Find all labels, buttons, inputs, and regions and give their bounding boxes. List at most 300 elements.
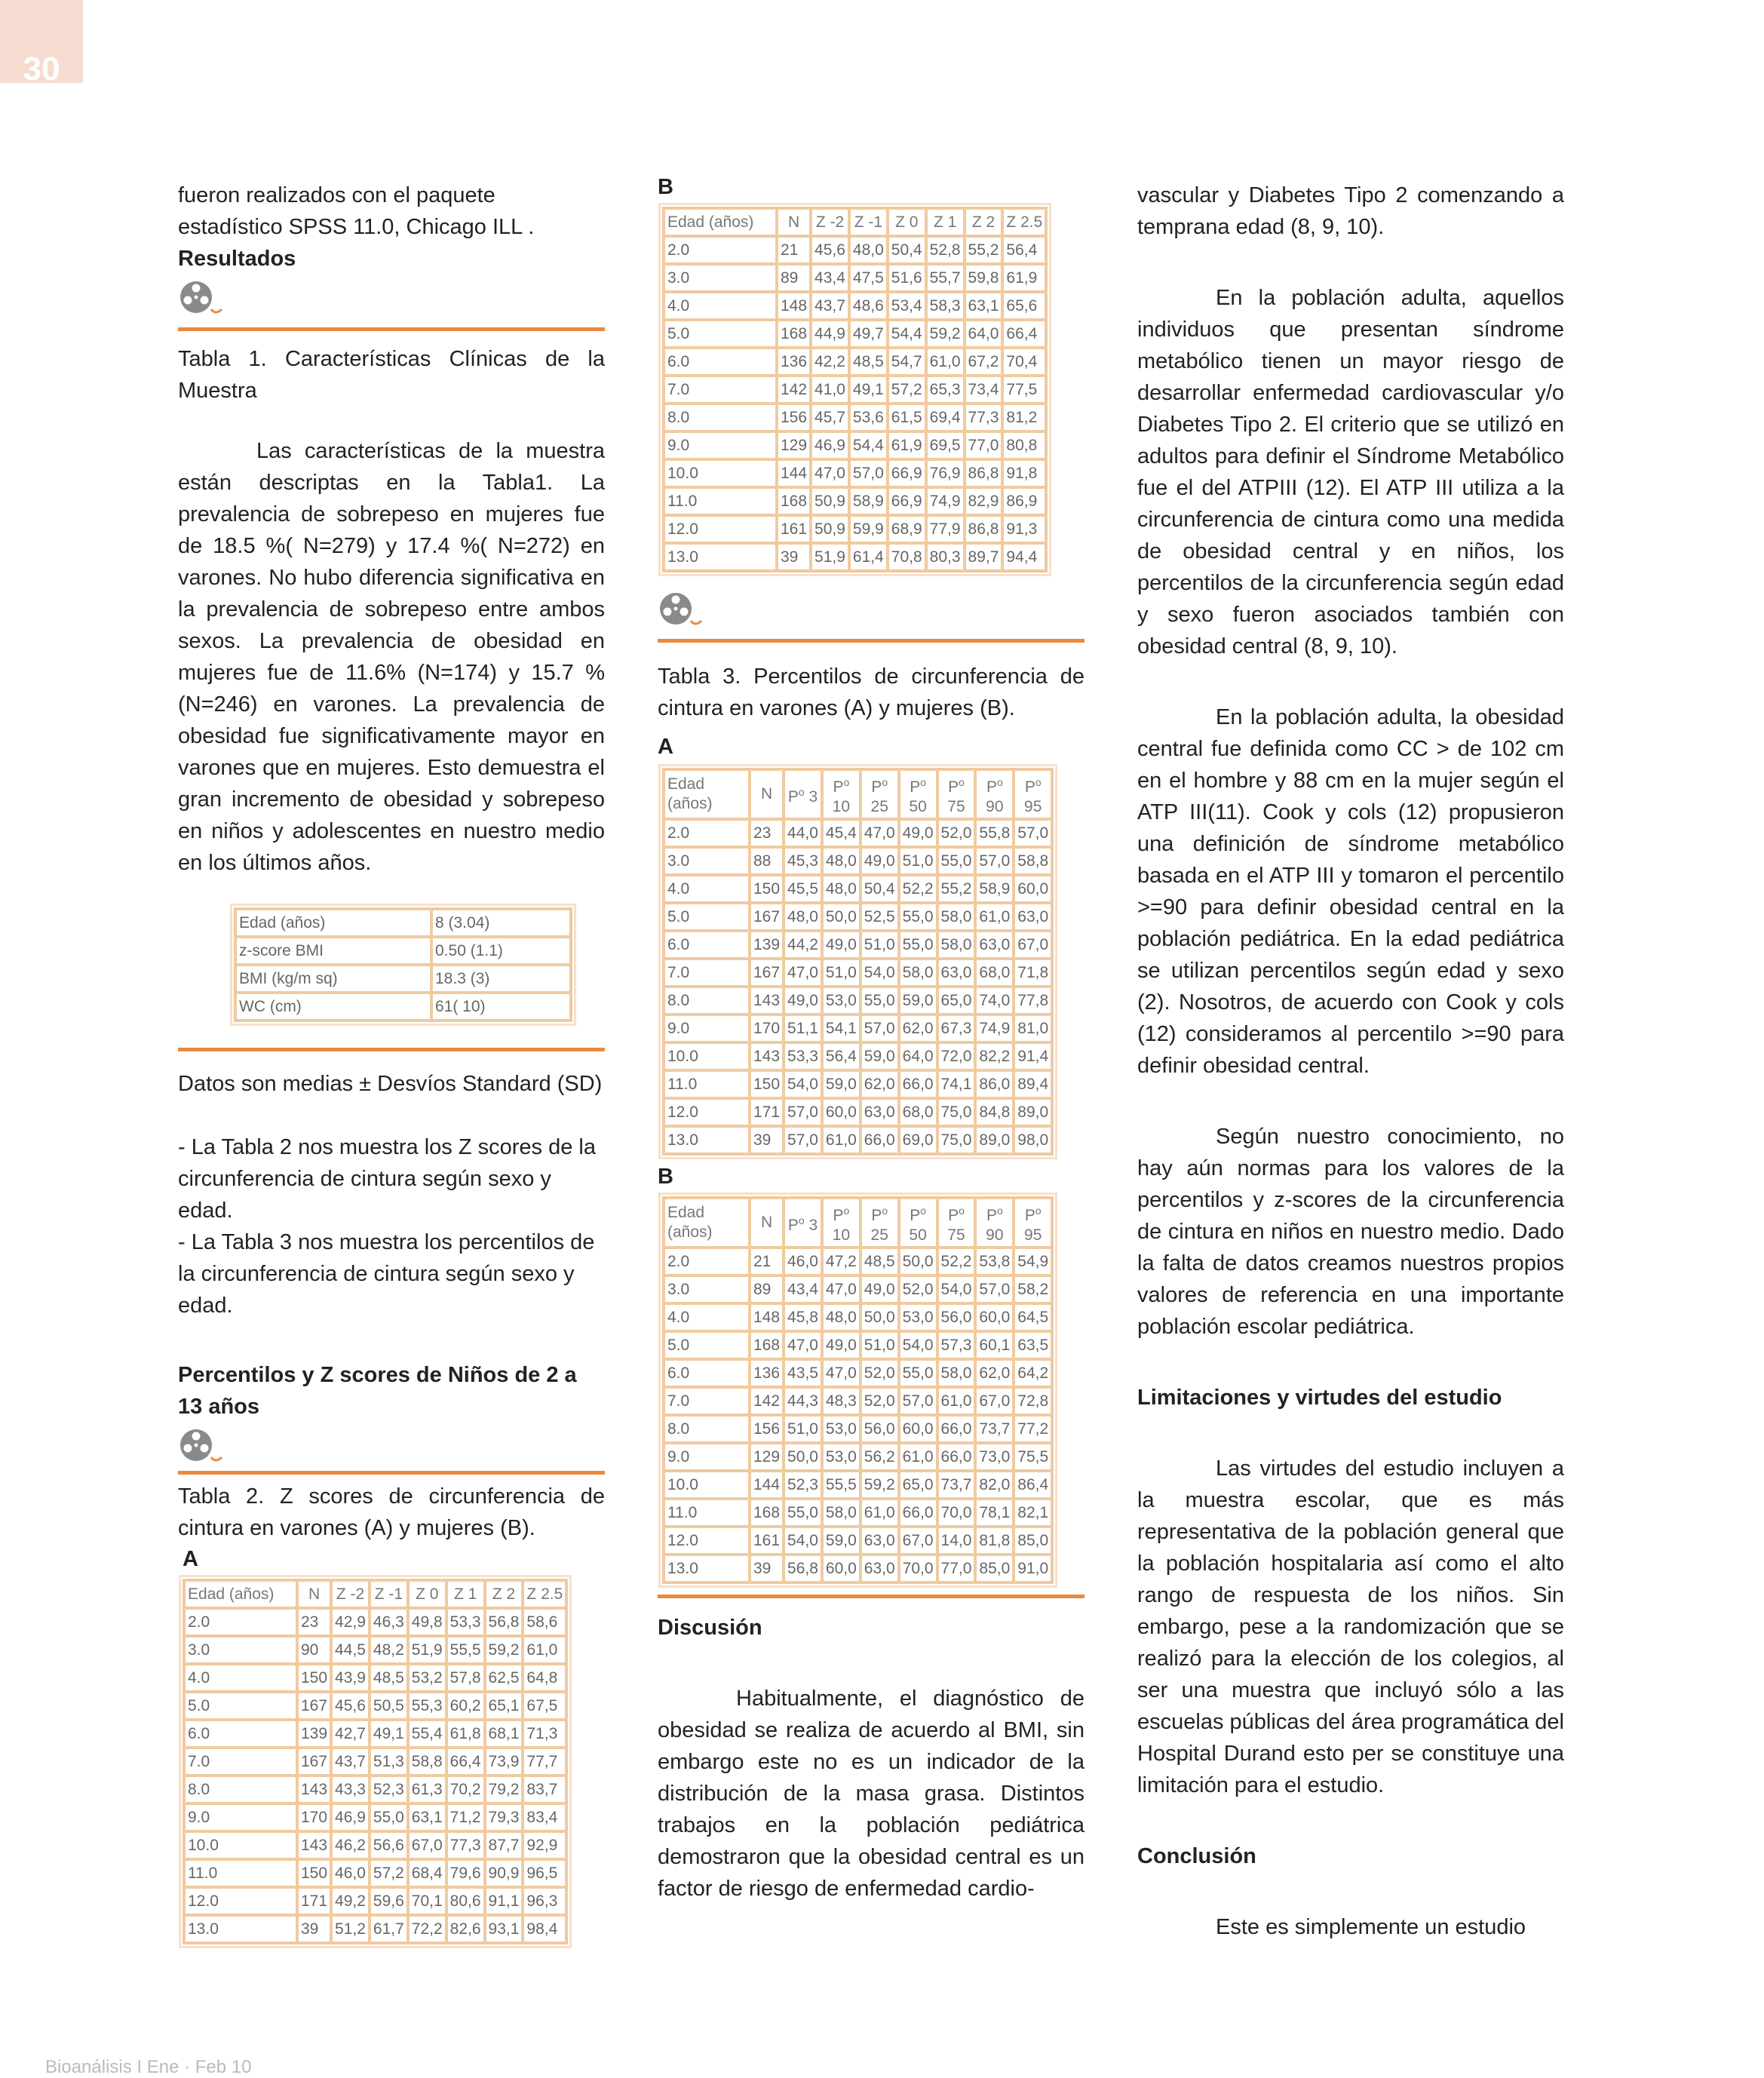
- table-cell: 150: [297, 1664, 331, 1692]
- percentile-table-boys: [662, 768, 1054, 1156]
- table-cell: 11.0: [184, 1859, 297, 1887]
- table-cell: 54,4: [849, 431, 888, 459]
- table-cell: 3.0: [664, 847, 750, 875]
- table-cell: 68,4: [408, 1859, 446, 1887]
- table-row: [664, 875, 1052, 903]
- table-cell: 57,2: [370, 1859, 408, 1887]
- table-cell: 148: [777, 292, 811, 320]
- table-cell: 77,7: [523, 1748, 566, 1776]
- table-cell: 90,9: [485, 1859, 523, 1887]
- table-cell: 46,9: [331, 1803, 370, 1831]
- table-cell: 43,4: [811, 264, 849, 292]
- table-cell: 21: [750, 1248, 784, 1275]
- table-cell: 57,0: [975, 1275, 1014, 1303]
- table-cell: 45,3: [784, 847, 822, 875]
- table-cell: 51,6: [888, 264, 926, 292]
- table-cell: 71,2: [446, 1803, 485, 1831]
- table-cell: 68,0: [975, 959, 1014, 987]
- table-cell: 143: [750, 1042, 784, 1070]
- table-cell: 168: [777, 320, 811, 348]
- table-cell: 51,0: [822, 959, 861, 987]
- table-cell: 59,0: [899, 987, 937, 1014]
- table-cell: 55,0: [899, 903, 937, 931]
- table-cell: 53,8: [975, 1248, 1014, 1275]
- table-cell: 66,0: [899, 1499, 937, 1527]
- table-cell: 2.0: [664, 819, 750, 847]
- column-2: [658, 175, 1084, 1905]
- column-header: Edad (años): [664, 769, 750, 819]
- table-cell: 161: [777, 515, 811, 543]
- table-cell: 57,0: [784, 1126, 822, 1154]
- table-cell: 58,0: [899, 959, 937, 987]
- table-cell: 39: [777, 543, 811, 571]
- table-cell: 55,7: [926, 264, 965, 292]
- column-header: Z 0: [888, 208, 926, 236]
- table-cell: 63,0: [975, 931, 1014, 959]
- table-cell: 50,4: [888, 236, 926, 264]
- table-row: [664, 376, 1046, 404]
- table-cell: 61,0: [523, 1636, 566, 1664]
- table-cell: 65,0: [899, 1471, 937, 1499]
- table-cell: 54,4: [888, 320, 926, 348]
- table-row: [664, 1303, 1052, 1331]
- table-cell: 48,6: [849, 292, 888, 320]
- footer: Bioanálisis I Ene · Feb 10: [45, 2057, 252, 2077]
- table-row: [184, 1859, 566, 1887]
- table-cell: 7.0: [184, 1748, 297, 1776]
- table-cell: 8.0: [184, 1776, 297, 1803]
- table-cell: 58,0: [822, 1499, 861, 1527]
- table-row: [664, 1443, 1052, 1471]
- table-cell: 79,2: [485, 1776, 523, 1803]
- adult-paragraph-2: En la población adulta, la obesidad central fue definida como CC > de 102 cm en el hombre y 88 cm en la mujer según el ATP III(11). Cook y cols (12) propusieron una definición de síndrome metabólico basada en el ATP III y tomaron el percentilo >=90 para definir obesidad central en la población pediátrica. En la edad pediátrica se utilizan percentilos según edad y sexo (2). Nosotros, de acuerdo con Cook y cols (12) consideramos al percentilo >=90 para definir obesidad central.: [1137, 705, 1564, 1078]
- table-cell: 77,3: [446, 1831, 485, 1859]
- table-cell: 6.0: [664, 348, 777, 376]
- table-2-caption: Tabla 2. Z scores de circunferencia de cintura en varones (A) y mujeres (B).: [178, 1484, 605, 1540]
- table-cell: 86,4: [1014, 1471, 1052, 1499]
- table-cell: 55,0: [370, 1803, 408, 1831]
- table-cell: 82,2: [975, 1042, 1014, 1070]
- table-cell: 59,9: [849, 515, 888, 543]
- table-cell: 98,4: [523, 1915, 566, 1943]
- table-cell: 2.0: [664, 1248, 750, 1275]
- table-cell: 91,4: [1014, 1042, 1052, 1070]
- table-cell: 53,2: [408, 1664, 446, 1692]
- table-cell: 9.0: [664, 1443, 750, 1471]
- column-header: $P^o$ 25: [861, 1198, 899, 1248]
- table-cell: 77,0: [965, 431, 1003, 459]
- film-reel-icon: [658, 591, 703, 631]
- table-cell: 63,5: [1014, 1331, 1052, 1359]
- table-cell: 4.0: [664, 1303, 750, 1331]
- table-cell: 43,7: [331, 1748, 370, 1776]
- table-cell: 54,0: [861, 959, 899, 987]
- table-cell: 61,0: [861, 1499, 899, 1527]
- table-cell: 56,2: [861, 1443, 899, 1471]
- table-cell: 64,2: [1014, 1359, 1052, 1387]
- table-cell: 52,0: [937, 819, 976, 847]
- table-cell: 61,0: [926, 348, 965, 376]
- column-header: Z 2.5: [523, 1580, 566, 1608]
- table-cell: 70,0: [899, 1555, 937, 1582]
- table-cell: 6.0: [664, 1359, 750, 1387]
- table-cell: 61,8: [446, 1720, 485, 1748]
- table-cell: 21: [777, 236, 811, 264]
- table-row: [664, 543, 1046, 571]
- table-cell: 89: [750, 1275, 784, 1303]
- table-row: [664, 819, 1052, 847]
- table-cell: 53,3: [446, 1608, 485, 1636]
- section-heading-discusion: Discusión: [658, 1616, 762, 1640]
- table-cell: 86,0: [975, 1070, 1014, 1098]
- table-cell: 78,1: [975, 1499, 1014, 1527]
- table-cell: 77,5: [1002, 376, 1046, 404]
- table-cell: 57,0: [975, 847, 1014, 875]
- table-cell: 58,3: [926, 292, 965, 320]
- table-cell: 13.0: [184, 1915, 297, 1943]
- table-cell: 51,0: [861, 1331, 899, 1359]
- table-cell: 51,9: [811, 543, 849, 571]
- table-cell: 58,0: [937, 931, 976, 959]
- table-row: [664, 431, 1046, 459]
- table-cell: 72,8: [1014, 1387, 1052, 1415]
- table-cell: 55,0: [784, 1499, 822, 1527]
- vascular-paragraph: vascular y Diabetes Tipo 2 comenzando a temprana edad (8, 9, 10).: [1137, 183, 1564, 239]
- table-cell: 7.0: [664, 376, 777, 404]
- table-cell: 42,7: [331, 1720, 370, 1748]
- table-cell: 66,4: [446, 1748, 485, 1776]
- table-cell: 51,2: [331, 1915, 370, 1943]
- table-cell: 62,5: [485, 1664, 523, 1692]
- table-row: [664, 1555, 1052, 1582]
- table-cell: 54,7: [888, 348, 926, 376]
- table-header-row: [664, 208, 1046, 236]
- table-cell: 13.0: [664, 543, 777, 571]
- table-cell: 53,0: [899, 1303, 937, 1331]
- film-reel-icon: [178, 1427, 223, 1468]
- table-cell: 52,3: [784, 1471, 822, 1499]
- table-cell: 52,8: [926, 236, 965, 264]
- table-cell: 142: [777, 376, 811, 404]
- table-cell: 143: [750, 987, 784, 1014]
- table-cell: 86,8: [965, 515, 1003, 543]
- table-cell: 73,7: [937, 1471, 976, 1499]
- table-row: [664, 1014, 1052, 1042]
- table-cell: 150: [750, 875, 784, 903]
- column-header: N: [750, 769, 784, 819]
- table-cell: 73,9: [485, 1748, 523, 1776]
- table-row: [664, 404, 1046, 431]
- orange-rule: [178, 1048, 605, 1051]
- table-cell: 57,8: [446, 1664, 485, 1692]
- table-cell: 85,0: [1014, 1527, 1052, 1555]
- table-cell: 50,0: [861, 1303, 899, 1331]
- table-cell: 66,0: [937, 1443, 976, 1471]
- table-cell: 49,0: [861, 1275, 899, 1303]
- column-header: $P^o$ 3: [784, 769, 822, 819]
- table-header-row: [184, 1580, 566, 1608]
- table-cell: 87,7: [485, 1831, 523, 1859]
- table-3-caption: Tabla 3. Percentilos de circunferencia de cintura en varones (A) y mujeres (B).: [658, 665, 1084, 720]
- table-cell: 70,8: [888, 543, 926, 571]
- table-cell: 96,5: [523, 1859, 566, 1887]
- table-cell: 77,9: [926, 515, 965, 543]
- table-cell: 55,0: [937, 847, 976, 875]
- table-row: Edad (años) 8 (3.04): [235, 909, 571, 937]
- section-heading-resultados: Resultados: [178, 247, 296, 271]
- table-cell: 45,6: [811, 236, 849, 264]
- table-cell: 49,1: [370, 1720, 408, 1748]
- table-row: [664, 959, 1052, 987]
- column-header: Z 2: [485, 1580, 523, 1608]
- table-cell: 59,0: [861, 1042, 899, 1070]
- table-cell: 70,4: [1002, 348, 1046, 376]
- table-cell: 66,0: [937, 1415, 976, 1443]
- virtudes-paragraph: Las virtudes del estudio incluyen a la muestra escolar, que es más representativa de la población general que la población hospitalaria así como el alto rango de respuesta de los niños. Sin embargo, pese a la randomización que se realizó para la elección de los colegios, al ser una muestra que incluyó sólo a las escuelas públicas del área programática del Hospital Durand esto per se constituye una limitación para el estudio.: [1137, 1456, 1564, 1797]
- table-cell: 61,7: [370, 1915, 408, 1943]
- table-row: [664, 1275, 1052, 1303]
- table-cell: 8.0: [664, 1415, 750, 1443]
- table-cell: 12.0: [664, 515, 777, 543]
- table-row: [664, 903, 1052, 931]
- table-cell: 79,6: [446, 1859, 485, 1887]
- table-cell: 55,2: [965, 236, 1003, 264]
- table-row: [664, 1126, 1052, 1154]
- table-cell: 81,2: [1002, 404, 1046, 431]
- table-cell: 60,2: [446, 1692, 485, 1720]
- table-cell: 91,3: [1002, 515, 1046, 543]
- table-cell: 129: [777, 431, 811, 459]
- table-cell: 61,0: [975, 903, 1014, 931]
- column-header: $P^o$ 3: [784, 1198, 822, 1248]
- table-cell: 83,7: [523, 1776, 566, 1803]
- table-cell: 73,0: [975, 1443, 1014, 1471]
- table-row: [664, 515, 1046, 543]
- table-cell: 98,0: [1014, 1126, 1052, 1154]
- table-cell: 44,9: [811, 320, 849, 348]
- table-cell: 44,2: [784, 931, 822, 959]
- table-cell: 70,0: [937, 1499, 976, 1527]
- table-cell: 9.0: [664, 1014, 750, 1042]
- table-cell: 94,4: [1002, 543, 1046, 571]
- table-cell: 52,0: [861, 1387, 899, 1415]
- table-cell: 82,1: [1014, 1499, 1052, 1527]
- table-cell: 54,0: [899, 1331, 937, 1359]
- table-cell: 63,0: [937, 959, 976, 987]
- column-3: [1137, 180, 1564, 1943]
- table-cell: 48,5: [370, 1664, 408, 1692]
- table-cell: 47,0: [811, 459, 849, 487]
- table-cell: 50,9: [811, 487, 849, 515]
- table-row: [664, 1499, 1052, 1527]
- table-cell: 61,4: [849, 543, 888, 571]
- table-cell: 52,0: [899, 1275, 937, 1303]
- table-row: [664, 1042, 1052, 1070]
- table-cell: 7.0: [664, 959, 750, 987]
- table-cell: 59,2: [485, 1636, 523, 1664]
- table-cell: 43,9: [331, 1664, 370, 1692]
- table-cell: 48,0: [822, 875, 861, 903]
- table-cell: 86,8: [965, 459, 1003, 487]
- table-cell: 58,6: [523, 1608, 566, 1636]
- table-cell: 89,7: [965, 543, 1003, 571]
- table-row: [184, 1636, 566, 1664]
- table-cell: 45,5: [784, 875, 822, 903]
- segun-paragraph: Según nuestro conocimiento, no hay aún normas para los valores de la percentilos y z-scores de la circunferencia de cintura en niños en nuestro medio. Dado la falta de datos creamos nuestros propios valores de referencia en una importante población escolar pediátrica.: [1137, 1125, 1564, 1339]
- table-cell: 48,0: [784, 903, 822, 931]
- column-header: $P^o$ 25: [861, 769, 899, 819]
- table-cell: 81,8: [975, 1527, 1014, 1555]
- table-cell: 73,4: [965, 376, 1003, 404]
- table-cell: 59,0: [822, 1070, 861, 1098]
- section-heading-percentilos: Percentilos y Z scores de Niños de 2 a 13 años: [178, 1363, 577, 1419]
- table-cell: 52,0: [861, 1359, 899, 1387]
- table-cell: 63,1: [965, 292, 1003, 320]
- table-cell: 9.0: [664, 431, 777, 459]
- table-cell: 52,2: [937, 1248, 976, 1275]
- table-cell: 55,5: [822, 1471, 861, 1499]
- table-cell: 64,0: [899, 1042, 937, 1070]
- table-cell: 47,0: [822, 1359, 861, 1387]
- table-cell: 57,0: [899, 1387, 937, 1415]
- section-heading-conclusion: Conclusión: [1137, 1844, 1256, 1868]
- table-cell: 5.0: [664, 1331, 750, 1359]
- table-cell: 63,0: [1014, 903, 1052, 931]
- table-cell: 148: [750, 1303, 784, 1331]
- table-cell: 50,0: [899, 1248, 937, 1275]
- table-cell: 150: [750, 1070, 784, 1098]
- table-cell: 56,4: [1002, 236, 1046, 264]
- column-header: Z 2.5: [1002, 208, 1046, 236]
- table-cell: 55,2: [937, 875, 976, 903]
- table-cell: 59,0: [822, 1527, 861, 1555]
- tabla2-note: - La Tabla 2 nos muestra los Z scores de la circunferencia de cintura según sexo y edad.: [178, 1135, 596, 1223]
- z-score-table-girls: [662, 207, 1048, 572]
- table-cell: 53,6: [849, 404, 888, 431]
- table-cell: 58,9: [849, 487, 888, 515]
- table-row: [664, 1331, 1052, 1359]
- table-cell: 54,1: [822, 1014, 861, 1042]
- table-cell: 52,5: [861, 903, 899, 931]
- table-cell: 65,0: [937, 987, 976, 1014]
- table-row: [184, 1776, 566, 1803]
- table-row: [664, 236, 1046, 264]
- table-cell: 6.0: [664, 931, 750, 959]
- column-header: Z -2: [331, 1580, 370, 1608]
- table-cell: 49,0: [899, 819, 937, 847]
- table-row: [664, 348, 1046, 376]
- table-cell: 56,8: [784, 1555, 822, 1582]
- table-cell: 143: [297, 1776, 331, 1803]
- table-cell: 56,6: [370, 1831, 408, 1859]
- table-cell: 80,6: [446, 1887, 485, 1915]
- column-header: Z -1: [370, 1580, 408, 1608]
- table-cell: 150: [297, 1859, 331, 1887]
- table-cell: 48,5: [849, 348, 888, 376]
- table-cell: 96,3: [523, 1887, 566, 1915]
- table-cell: 91,0: [1014, 1555, 1052, 1582]
- table-cell: 47,0: [784, 1331, 822, 1359]
- table-cell: 168: [750, 1331, 784, 1359]
- table-cell: 8.0: [664, 404, 777, 431]
- table-cell: 69,5: [926, 431, 965, 459]
- table-cell: 11.0: [664, 487, 777, 515]
- table-cell: 55,8: [975, 819, 1014, 847]
- column-header: Z -1: [849, 208, 888, 236]
- table-cell: 60,1: [975, 1331, 1014, 1359]
- table-row: BMI (kg/m sq) 18.3 (3): [235, 965, 571, 993]
- table-cell: 56,0: [937, 1303, 976, 1331]
- table-cell: 171: [297, 1887, 331, 1915]
- table-cell: 52,3: [370, 1776, 408, 1803]
- table-cell: 170: [297, 1803, 331, 1831]
- table-row: [664, 1471, 1052, 1499]
- table-cell: 61,0: [899, 1443, 937, 1471]
- table-cell: 47,5: [849, 264, 888, 292]
- table-cell: 46,2: [331, 1831, 370, 1859]
- table-cell: 3.0: [664, 1275, 750, 1303]
- table-cell: 49,0: [822, 1331, 861, 1359]
- table-cell: 63,0: [861, 1527, 899, 1555]
- table-cell: 45,4: [822, 819, 861, 847]
- table-cell: 89,0: [975, 1126, 1014, 1154]
- table-cell: 143: [297, 1831, 331, 1859]
- table-cell: 54,0: [937, 1275, 976, 1303]
- table-cell: 14,0: [937, 1527, 976, 1555]
- table-cell: 47,0: [784, 959, 822, 987]
- column-header: $P^o$ 50: [899, 1198, 937, 1248]
- table-cell: 58,8: [408, 1748, 446, 1776]
- table-cell: 10.0: [664, 1471, 750, 1499]
- table-cell: 167: [750, 959, 784, 987]
- table-cell: 10.0: [184, 1831, 297, 1859]
- table-row: [664, 931, 1052, 959]
- table-cell: 167: [297, 1692, 331, 1720]
- column-header: N: [750, 1198, 784, 1248]
- table-cell: 63,1: [408, 1803, 446, 1831]
- table-row: [664, 1248, 1052, 1275]
- table-row: [184, 1664, 566, 1692]
- table-cell: 62,0: [975, 1359, 1014, 1387]
- table-row: [664, 459, 1046, 487]
- column-header: $P^o$ 90: [975, 769, 1014, 819]
- table-cell: 49,0: [861, 847, 899, 875]
- table-row: [184, 1915, 566, 1943]
- table-cell: 88: [750, 847, 784, 875]
- orange-rule: [178, 1471, 605, 1475]
- table-cell: 61,5: [888, 404, 926, 431]
- column-header: N: [777, 208, 811, 236]
- table-cell: 168: [777, 487, 811, 515]
- column-header: Edad (años): [664, 1198, 750, 1248]
- table-row: [664, 292, 1046, 320]
- adult-paragraph-1: En la población adulta, aquellos individuos que presentan síndrome metabólico tienen un mayor riesgo de desarrollar enfermedad cardiovascular y/o Diabetes Tipo 2. El criterio que se utilizó en adultos para definir el Síndrome Metabólico fue el del ATPIII (12). El ATP III utiliza a la circunferencia de cintura como una medida de obesidad central y en niños, los percentilos de la circunferencia según edad y sexo fueron asociados también con obesidad central (8, 9, 10).: [1137, 286, 1564, 658]
- table-cell: 86,9: [1002, 487, 1046, 515]
- table-cell: 51,3: [370, 1748, 408, 1776]
- table-cell: 48,5: [861, 1248, 899, 1275]
- table-cell: 46,0: [784, 1248, 822, 1275]
- table-cell: 69,0: [899, 1126, 937, 1154]
- column-header: $P^o$ 95: [1014, 1198, 1052, 1248]
- table-cell: 74,1: [937, 1070, 976, 1098]
- table-cell: 50,5: [370, 1692, 408, 1720]
- table-cell: 46,0: [331, 1859, 370, 1887]
- table-cell: 2.0: [664, 236, 777, 264]
- table-cell: 13.0: [664, 1555, 750, 1582]
- table-row: [664, 847, 1052, 875]
- table-cell: 3.0: [184, 1636, 297, 1664]
- table-cell: 48,2: [370, 1636, 408, 1664]
